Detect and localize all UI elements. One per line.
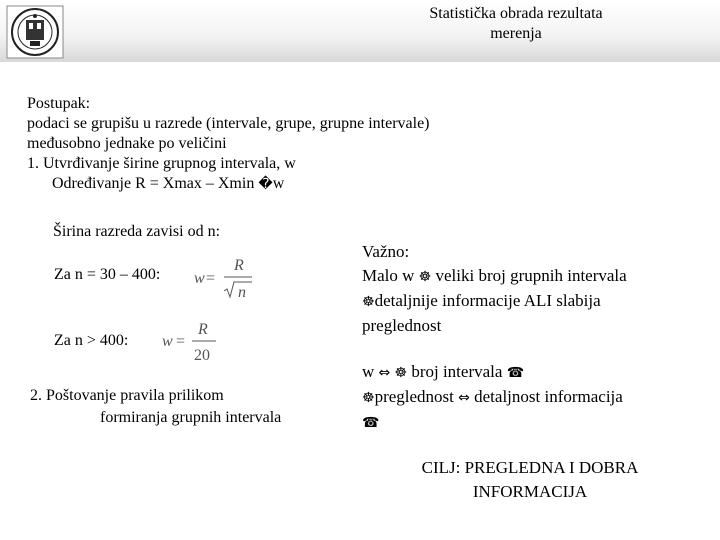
goal-line-2: INFORMACIJA [472, 482, 588, 501]
formula1-eq: = [206, 270, 216, 287]
university-seal-logo [6, 5, 64, 59]
procedure-line-1: podaci se grupišu u razrede (intervale, grupe, grupne intervale) [27, 115, 430, 132]
rule-2-line-1: 2. Poštovanje pravila prilikom [30, 387, 224, 404]
formula1-den: n [238, 284, 246, 301]
goal-block [380, 456, 680, 504]
summary-w: w [362, 362, 379, 381]
formula2-lhs: w [162, 333, 173, 350]
important-line-1-end: veliki broj grupnih intervala [431, 266, 627, 285]
rule-2-block [30, 385, 281, 429]
important-line-3: preglednost [362, 316, 442, 335]
procedure-line-4 [27, 174, 627, 194]
summary-line-1 [362, 360, 712, 385]
phone-icon: ☎ [362, 415, 380, 431]
important-heading: Važno: [362, 242, 410, 261]
formula1-lhs: w [194, 270, 205, 287]
title-line-1: Statistička obrada rezultata [429, 5, 603, 22]
summary-detail: detaljnost informacija [469, 387, 623, 406]
important-line-1-start: Malo w [362, 266, 419, 285]
formula2-den: 20 [194, 347, 210, 364]
summary-line-3 [362, 410, 712, 435]
case2-label: Za n > 400: [54, 332, 129, 349]
summary-clarity: preglednost [374, 387, 459, 406]
important-block [362, 240, 712, 338]
missing-glyph-icon: � [258, 176, 273, 192]
procedure-line-4-text: Određivanje R = Xmax – Xmin [52, 175, 259, 192]
rule-2-line-2: formiranja grupnih intervala [100, 409, 282, 426]
wheel-icon: ☸ [362, 390, 375, 406]
formula2-eq: = [176, 333, 186, 350]
procedure-heading: Postupak: [27, 95, 91, 112]
formula-sqrt-n [192, 253, 256, 303]
wheel-icon: ☸ [362, 294, 375, 310]
title-line-2: merenja [490, 25, 542, 42]
formula-r-over-20 [160, 318, 220, 366]
goal-line-1: CILJ: PREGLEDNA I DOBRA [421, 458, 639, 477]
width-note: Širina razreda zavisi od n: [53, 223, 221, 240]
summary-line-2 [362, 385, 712, 410]
wheel-icon: ☸ [418, 269, 432, 285]
arrows-icon: ⇔ [378, 365, 391, 381]
procedure-line-3: 1. Utvrđivanje širine grupnog intervala, w [27, 155, 296, 172]
phone-icon: ☎ [506, 365, 525, 381]
case1-label: Za n = 30 – 400: [54, 266, 161, 283]
important-line-2-text: detaljnije informacije ALI slabija [374, 291, 601, 310]
wheel-icon: ☸ [394, 365, 408, 381]
slide-title [396, 4, 636, 44]
important-line-2 [362, 289, 712, 314]
formula1-num: R [234, 257, 244, 274]
arrows-icon: ⇔ [458, 390, 470, 406]
procedure-block [27, 94, 627, 194]
important-line-1 [362, 264, 712, 289]
procedure-line-2: međusobno jednake po veličini [27, 135, 227, 152]
procedure-line-4-end: w [272, 175, 285, 192]
formula2-num: R [198, 321, 208, 338]
summary-interval-count: broj intervala [407, 362, 507, 381]
summary-block [362, 360, 712, 435]
